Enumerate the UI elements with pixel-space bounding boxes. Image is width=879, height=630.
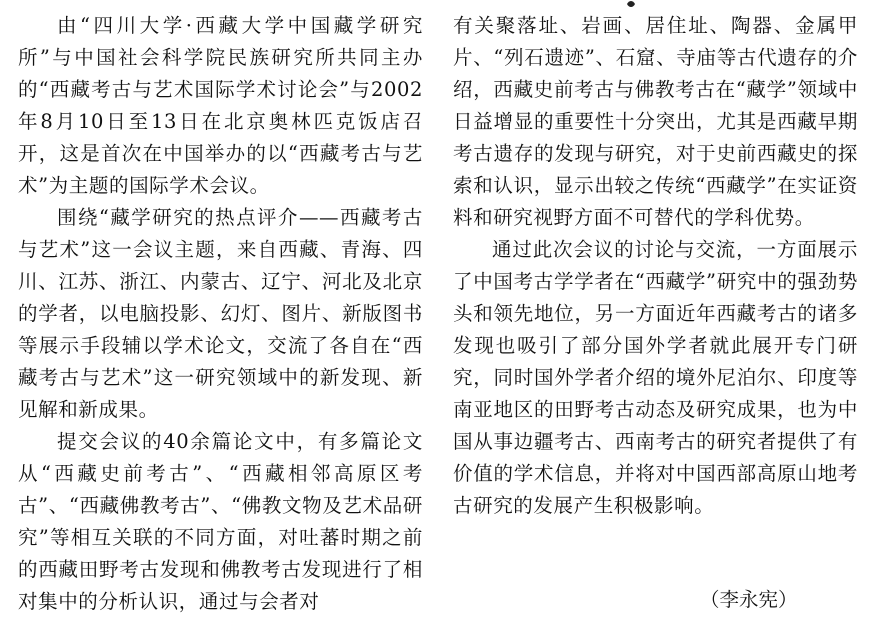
paragraph-papers: 提交会议的40余篇论文中，有多篇论文从“西藏史前考古”、“西藏相邻高原区考古”、“西藏佛教考古”、“佛教文物及艺术品研究”等相互关联的不同方面，对吐蕃时期之前的西藏田野考古发现和佛教考古发现进行了相对集中的分析认识，通过与会者对	[18, 430, 423, 613]
right-column	[453, 10, 858, 522]
paragraph-conclusion: 通过此次会议的讨论与交流，一方面展示了中国考古学学者在“西藏学”研究中的强劲势头和领先地位，另一方面近年西藏考古的诸多发现也吸引了部分国外学者就此展开专门研究，同时国外学者介绍的境外尼泊尔、印度等南亚地区的田野考古动态及研究成果，也为中国从事边疆考古、西南考古的研究者提供了有价值的学术信息，并将对中国西部高原山地考古研究的发展产生积极影响。	[453, 238, 858, 517]
paragraph-intro: 由“四川大学·西藏大学中国藏学研究所”与中国社会科学院民族研究所共同主办的“西藏考古与艺术国际学术讨论会”与2002年8月10日至13日在北京奥林匹克饭店召开，这是首次在中国举办的以“西藏考古与艺术”为主题的国际学术会议。	[18, 14, 423, 197]
paragraph-participants: 围绕“藏学研究的热点评介——西藏考古与艺术”这一会议主题，来自西藏、青海、四川、江苏、浙江、内蒙古、辽宁、河北及北京的学者，以电脑投影、幻灯、图片、新版图书等展示手段辅以学术论文，交流了各自在“西藏考古与艺术”这一研究领域中的新发现、新见解和新成果。	[18, 206, 423, 421]
paragraph-papers-continued: 有关聚落址、岩画、居住址、陶器、金属甲片、“列石遗迹”、石窟、寺庙等古代遗存的介绍，西藏史前考古与佛教考古在“藏学”领域中日益增显的重要性十分突出，尤其是西藏早期考古遗存的发现与研究，对于史前西藏史的探索和认识，显示出较之传统“西藏学”在实证资料和研究视野方面不可替代的学科优势。	[453, 14, 858, 229]
author-signature: （李永宪）	[700, 588, 798, 611]
ornament-icon	[626, 0, 636, 8]
left-column	[18, 10, 423, 618]
